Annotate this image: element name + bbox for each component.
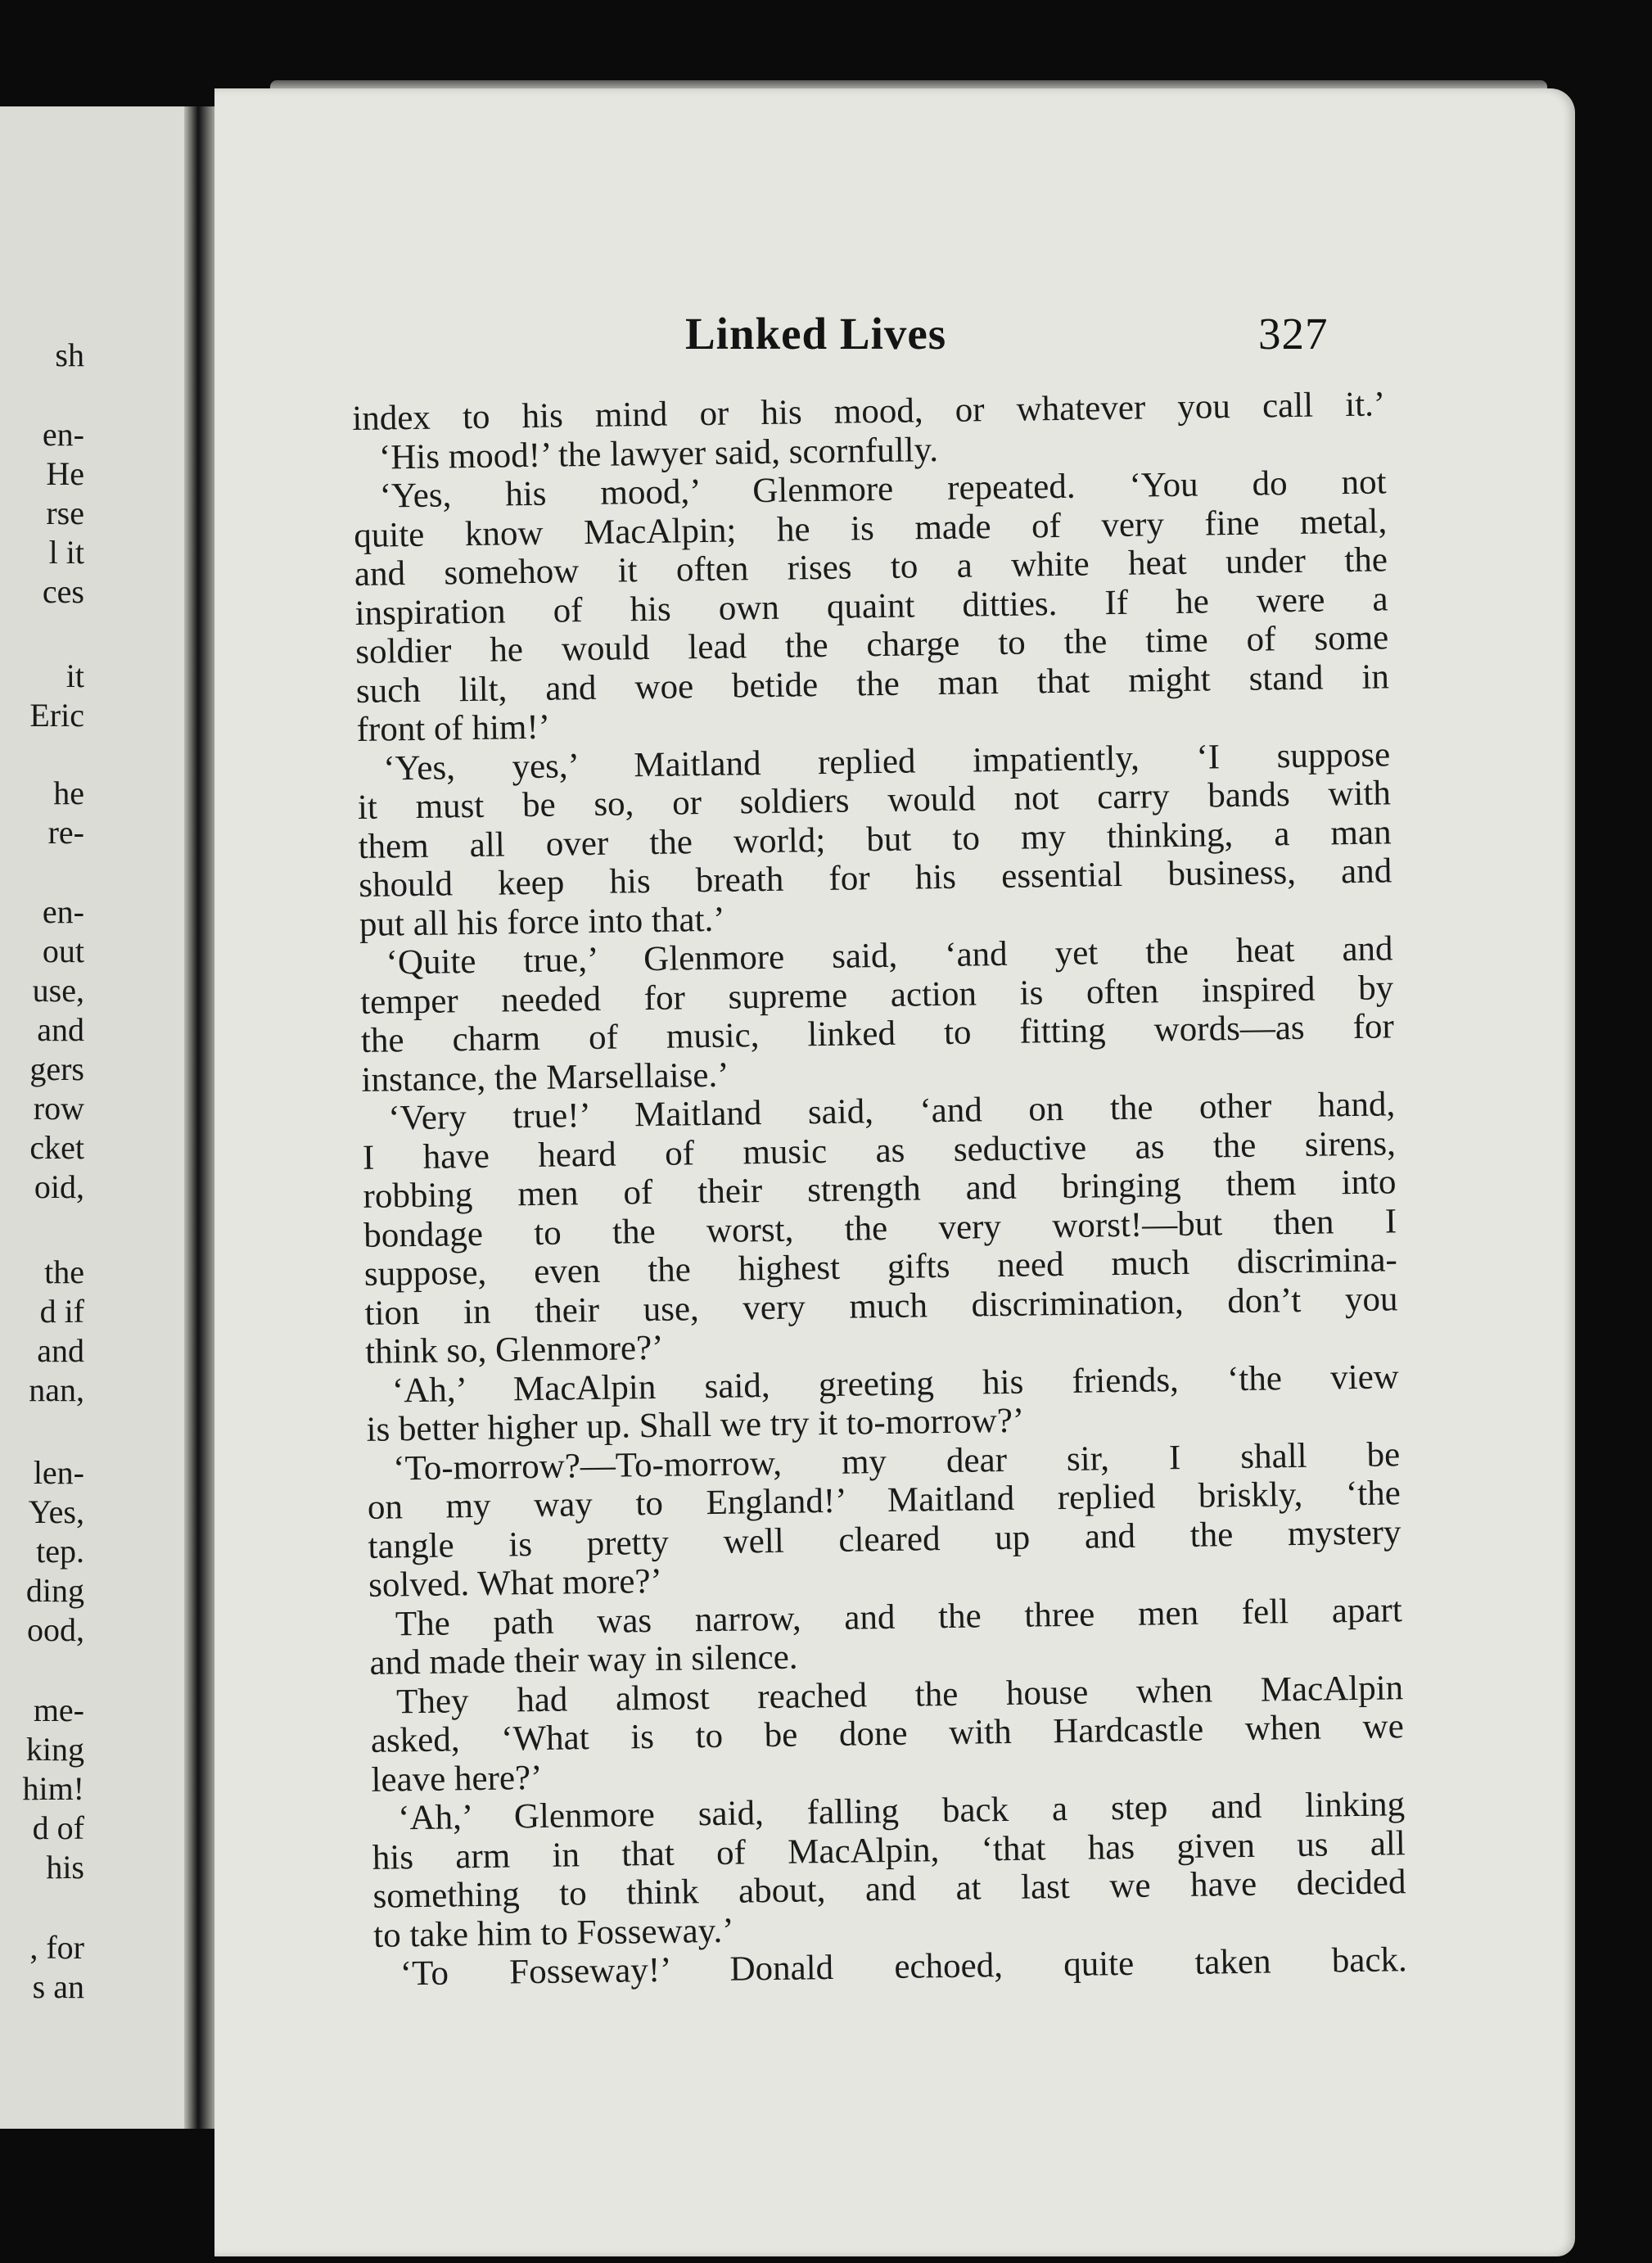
- left-page-fragment: he: [53, 775, 84, 811]
- text-line: ‘Very true!’ Maitland said, ‘and on the other hand,: [387, 1085, 1396, 1138]
- left-page-fragment: rse: [46, 495, 84, 531]
- text-line: put all his force into that.’: [359, 900, 725, 944]
- left-page-fragment: nan,: [29, 1371, 84, 1408]
- left-page-fragment: len-: [33, 1454, 84, 1491]
- text-line: such lilt, and woe betide the man that might stand in: [355, 657, 1390, 711]
- text-line: bondage to the worst, the very worst!—but then I: [363, 1201, 1397, 1255]
- text-line: on my way to England!’ Maitland replied briskly, ‘the: [367, 1474, 1401, 1527]
- left-page-fragment: him!: [22, 1770, 84, 1807]
- text-line: tangle is pretty well cleared up and the mystery: [368, 1512, 1401, 1566]
- text-line: I have heard of music as seductive as the sirens,: [362, 1123, 1397, 1177]
- left-page-fragment: d if: [39, 1293, 84, 1330]
- running-head: [214, 308, 1575, 367]
- left-page-fragment: out: [42, 933, 84, 969]
- text-line: ‘To Fosseway!’ Donald echoed, quite taken back.: [399, 1940, 1408, 1994]
- left-page-fragment: me-: [33, 1692, 84, 1728]
- left-page-fragment: ood,: [27, 1611, 84, 1648]
- text-line: to take him to Fosseway.’: [372, 1911, 734, 1955]
- left-page-fragment: Eric: [29, 697, 84, 734]
- text-line: inspiration of his own quaint ditties. If he were a: [354, 579, 1388, 633]
- left-page-fragment: ces: [42, 573, 84, 610]
- previous-page-edge: [0, 106, 184, 2129]
- left-page-fragment: s an: [32, 1968, 84, 2005]
- left-page-fragment: the: [44, 1253, 84, 1290]
- book-page: [214, 88, 1575, 2256]
- left-page-fragment: ding: [25, 1572, 84, 1609]
- text-line: leave here?’: [371, 1758, 543, 1800]
- text-line: They had almost reached the house when MacAlpin: [395, 1668, 1404, 1721]
- text-line: ‘Quite true,’ Glenmore said, ‘and yet the heat and: [386, 929, 1393, 982]
- text-line: it must be so, or soldiers would not carry bands with: [357, 774, 1392, 827]
- text-line: and somehow it often rises to a white heat under the: [354, 540, 1388, 594]
- left-page-fragment: en-: [42, 416, 84, 453]
- text-line: think so, Glenmore?’: [364, 1328, 664, 1371]
- text-line: asked, ‘What is to be done with Hardcastle when we: [370, 1707, 1405, 1760]
- book-gutter: [184, 106, 215, 2129]
- text-line: solved. What more?’: [368, 1561, 663, 1605]
- body-text: [352, 385, 1407, 1994]
- left-page-fragment: He: [46, 455, 84, 492]
- text-line: is better higher up. Shall we try it to-morrow?’: [366, 1401, 1025, 1449]
- text-line: ‘Ah,’ MacAlpin said, greeting his friends, ‘the view: [391, 1357, 1400, 1410]
- text-line: index to his mind or his mood, or whatever you call it.’: [352, 385, 1386, 438]
- left-page-fragment: en-: [42, 893, 84, 930]
- text-line: ‘His mood!’ the lawyer said, scornfully.: [378, 430, 939, 477]
- text-line: ‘Ah,’ Glenmore said, falling back a step and linking: [397, 1785, 1406, 1838]
- left-page-fragment: oid,: [34, 1168, 84, 1205]
- left-page-fragment: sh: [55, 337, 84, 373]
- left-page-fragment: and: [37, 1332, 84, 1369]
- text-line: something to think about, and at last we have decided: [372, 1863, 1406, 1916]
- text-line: ‘Yes, yes,’ Maitland replied impatiently, ‘I suppose: [382, 734, 1391, 788]
- left-page-fragment: his: [46, 1849, 84, 1886]
- text-line: and made their way in silence.: [369, 1637, 798, 1683]
- text-line: robbing men of their strength and bringing them into: [363, 1163, 1397, 1216]
- left-page-fragment: tep.: [36, 1533, 84, 1570]
- text-line: his arm in that of MacAlpin, ‘that has given us all: [372, 1823, 1406, 1877]
- left-page-fragment: re-: [47, 814, 84, 851]
- text-line: them all over the world; but to my thinking, a man: [358, 812, 1392, 866]
- text-line: suppose, even the highest gifts need much discrimina-: [363, 1240, 1398, 1294]
- text-line: instance, the Marsellaise.’: [361, 1055, 729, 1100]
- running-title: Linked Lives: [685, 309, 947, 359]
- left-page-fragment: gers: [29, 1050, 84, 1087]
- text-line: temper needed for supreme action is often inspired by: [359, 968, 1394, 1022]
- text-line: The path was narrow, and the three men fell apart: [395, 1590, 1403, 1643]
- left-page-fragment: and: [37, 1011, 84, 1048]
- text-line: should keep his breath for his essential business, and: [358, 851, 1392, 905]
- text-line: ‘To-morrow?—To-morrow, my dear sir, I shall be: [392, 1434, 1401, 1488]
- text-line: the charm of music, linked to fitting words—as for: [360, 1007, 1395, 1060]
- left-page-fragment: l it: [48, 534, 84, 571]
- left-page-fragment: d of: [32, 1809, 84, 1846]
- left-page-fragment: row: [33, 1090, 84, 1127]
- text-line: ‘Yes, his mood,’ Glenmore repeated. ‘You do not: [379, 463, 1387, 516]
- left-page-fragment: cket: [29, 1129, 84, 1166]
- left-page-fragment: king: [25, 1731, 84, 1768]
- left-page-fragment: use,: [32, 972, 84, 1009]
- text-line: tion in their use, very much discrimination, don’t you: [364, 1279, 1398, 1333]
- text-line: front of him!’: [356, 707, 551, 749]
- left-page-fragment: , for: [29, 1929, 84, 1966]
- left-page-fragment: it: [65, 657, 84, 694]
- text-line: soldier he would lead the charge to the time of some: [354, 618, 1389, 671]
- text-line: quite know MacAlpin; he is made of very fine metal,: [353, 501, 1388, 555]
- left-page-fragment: Yes,: [28, 1493, 84, 1530]
- page-number: 327: [1258, 309, 1329, 359]
